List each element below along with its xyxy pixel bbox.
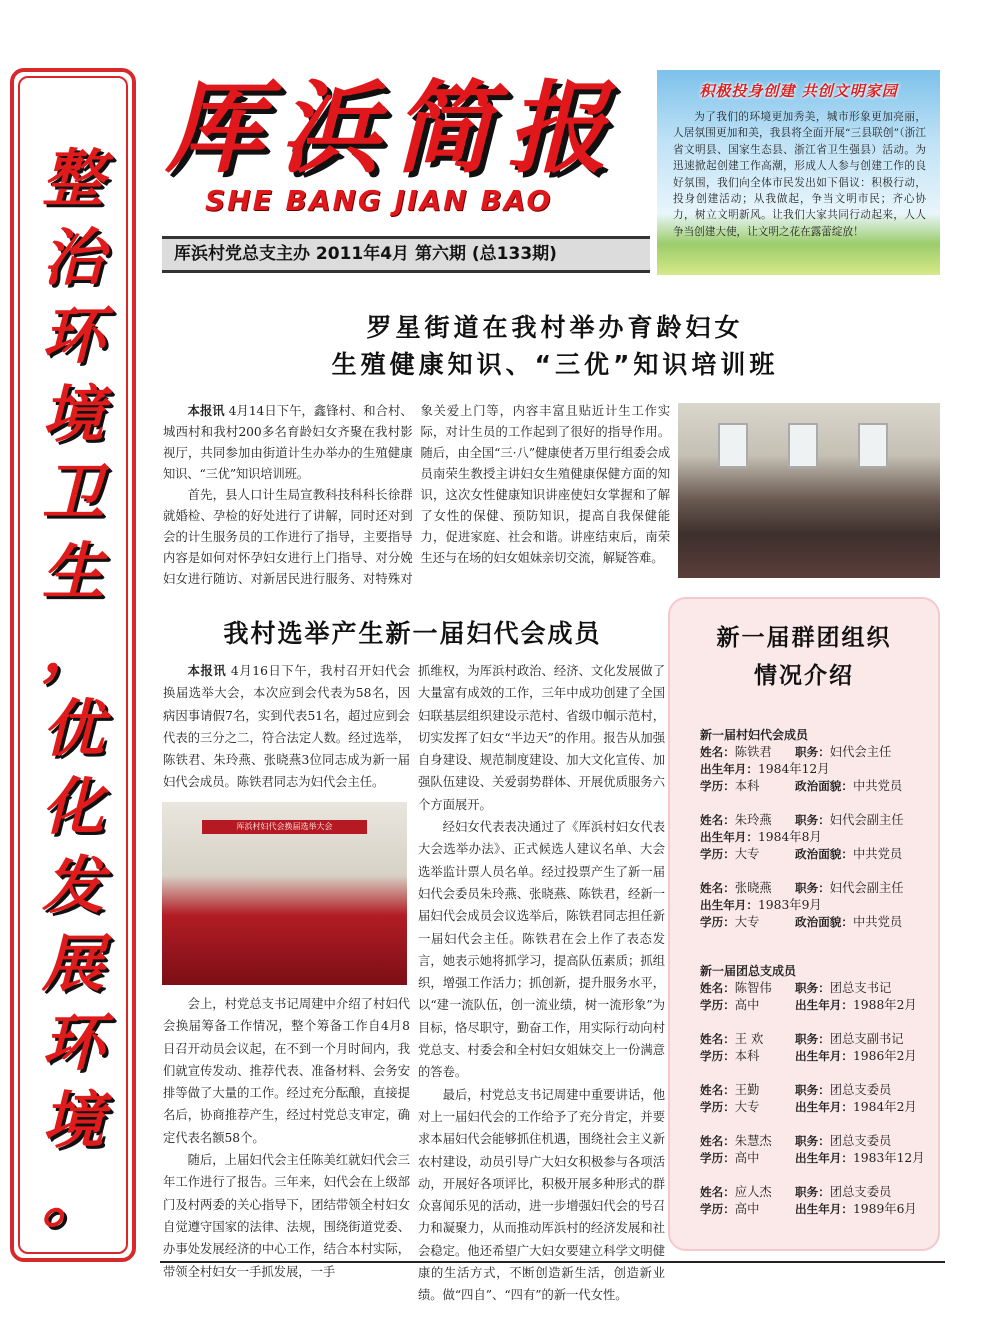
field-label: 出生年月：: [795, 1049, 853, 1063]
training-photo: [678, 403, 940, 578]
field-value: 中共党员: [852, 779, 903, 793]
field: [700, 981, 772, 995]
member-row: [700, 744, 935, 761]
field-value: 1983年12月: [852, 1151, 925, 1165]
member-row: [700, 914, 935, 931]
field-label: 出生年月：: [795, 1151, 853, 1165]
field-label: 学历：: [700, 1049, 735, 1063]
field: [795, 744, 891, 761]
field-label: 学历：: [700, 1100, 735, 1114]
photo-stage-banner: 厍浜村妇代会换届选举大会: [202, 820, 367, 834]
field-value: 团总支书记: [829, 981, 892, 995]
field-label: 学历：: [700, 915, 735, 929]
field-label: 学历：: [700, 1151, 735, 1165]
field-value: 团总支委员: [829, 1083, 892, 1097]
field-value: 陈智伟: [734, 981, 772, 995]
field: [700, 1083, 759, 1097]
slogan-char: 优: [41, 691, 104, 765]
member-row: [700, 880, 935, 897]
article2-p4: 经妇女代表表决通过了《厍浜村妇女代表大会选举办法》、正式候选人建议名单、大会选举监计票人员名单。经过投票产生了新一届妇代会委员朱玲燕、张晓燕、陈铁君，经新一届妇代会成员会议选举后，陈铁君同志担任新一届妇代会主任。陈铁君在会上作了表态发言，她表示她将抓学习，提高队伍素质；抓组织，增强工作活力；抓创新，提升服务水平，以“建一流队伍，创一流业绩，树一流形象”为目标，恪尽职守，勤奋工作，用实际行动向村党总支、村委会和全村妇女姐妹交上一份满意的答卷。: [418, 820, 665, 1080]
field-label: 姓名：: [700, 813, 735, 827]
field-label: 出生年月：: [700, 898, 758, 912]
article1-lead: 本报讯: [187, 404, 225, 418]
bottom-rule: [160, 1261, 945, 1263]
notice-box: [657, 70, 940, 275]
womens-federation-list: [700, 727, 935, 948]
member-row: [700, 1201, 935, 1218]
field-value: 1988年2月: [852, 998, 917, 1012]
field: [700, 1185, 772, 1199]
member-entry: [700, 1133, 935, 1167]
heading-line2: 情况介绍: [754, 663, 854, 689]
member-entry: [700, 880, 935, 931]
field-value: 本科: [734, 779, 760, 793]
field-label: 出生年月：: [700, 830, 758, 844]
youth-league-list: [700, 963, 935, 1235]
member-row: [700, 1031, 935, 1048]
field-label: 职务：: [795, 1134, 830, 1148]
field-label: 姓名：: [700, 1032, 735, 1046]
field-label: 学历：: [700, 1202, 735, 1216]
field-value: 大专: [734, 915, 760, 929]
field-label: 职务：: [795, 1083, 830, 1097]
field: [795, 1201, 917, 1218]
field-value: 高中: [734, 998, 760, 1012]
field: [795, 1048, 917, 1065]
article2-column2: [418, 660, 665, 1307]
field-label: 职务：: [795, 813, 830, 827]
member-row: [700, 778, 935, 795]
field: [795, 1031, 904, 1048]
slogan-char: 化: [41, 770, 104, 843]
field: [700, 1151, 759, 1165]
member-row: [700, 1048, 935, 1065]
article2-p1: [163, 660, 410, 794]
article2-lead: 本报讯: [187, 664, 227, 678]
field: [795, 980, 891, 997]
masthead-pinyin: SHE BANG JIAN BAO: [205, 184, 553, 217]
field-value: 高中: [734, 1151, 760, 1165]
article2-p5: 最后，村党总支书记周建中重要讲话，他对上一届妇代会的工作给予了充分肯定，并要求本届妇代会能够抓住机遇，围绕社会主义新农村建设，动员引导广大妇女积极参与各项活动，开展好各项评比，积极开展多种形式的群众喜闻乐见的活动，进一步增强妇代会的号召力和凝聚力，从而推动厍浜村的经济发展和社会稳定。他还希望广大妇女要建立科学文明健康的生活方式，不断创造新生活，创造新业绩。做“四自”、“四有”的新一代女性。: [418, 1087, 665, 1303]
member-entry: [700, 980, 935, 1014]
field: [795, 1099, 917, 1116]
field-label: 出生年月：: [795, 998, 853, 1012]
field: [700, 847, 759, 861]
field: [795, 1133, 891, 1150]
article1-headline-line1: 罗星街道在我村举办育龄妇女: [366, 313, 744, 342]
field-value: 朱玲燕: [734, 813, 772, 827]
member-row: [700, 897, 935, 914]
field-value: 妇代会副主任: [829, 881, 904, 895]
field: [795, 1184, 891, 1201]
group-title: 新一届团总支成员: [700, 964, 797, 978]
field-value: 高中: [734, 1202, 760, 1216]
field-label: 出生年月：: [700, 762, 758, 776]
article2-column1-bottom: [163, 993, 410, 1283]
slogan-char: 生: [41, 534, 104, 608]
field: [700, 898, 822, 912]
field-value: 应人杰: [734, 1185, 772, 1199]
member-entry: [700, 812, 935, 863]
field: [700, 1032, 763, 1046]
field: [795, 846, 902, 863]
field: [795, 914, 902, 931]
field: [700, 745, 772, 759]
field-label: 职务：: [795, 981, 830, 995]
slogan-char: 整: [41, 142, 104, 215]
notice-body: 为了我们的环境更加秀美，城市形象更加亮丽，人居氛围更加和美，我县将全面开展“三县联创”（浙江省文明县、国家生态县、浙江省卫生强县）活动。为迅速掀起创建工作高潮，形成人人参与创建工作的良好氛围，我们向全体市民发出如下倡议：积极行动，投身创建活动；从我做起，争当文明市民；齐心协力，树立文明新风。让我们大家共同行动起来，人人争当创建大使，让文明之花在露蕾绽放！: [673, 111, 926, 238]
member-entry: [700, 1184, 935, 1218]
field: [700, 998, 759, 1012]
slogan-char: 发: [41, 848, 104, 922]
field-value: 1986年2月: [852, 1049, 917, 1063]
field-value: 妇代会主任: [829, 745, 892, 759]
article1-body: [163, 401, 670, 590]
field-label: 姓名：: [700, 881, 735, 895]
field-value: 1984年12月: [757, 762, 830, 776]
member-row: [700, 1082, 935, 1099]
member-row: [700, 1099, 935, 1116]
field: [795, 1150, 925, 1167]
field-label: 职务：: [795, 881, 830, 895]
member-row: [700, 1184, 935, 1201]
field-value: 中共党员: [852, 847, 903, 861]
organization-info-heading: [670, 619, 938, 695]
field-value: 王 欢: [734, 1032, 764, 1046]
article2-p3b: 抓维权，为厍浜村政治、经济、文化发展做了大量富有成效的工作，三年中成功创建了全国妇联基层组织建设示范村、省级巾帼示范村，切实发挥了妇女“半边天”的作用。报告从加强自身建设、规范制度建设、加大文化宣传、加强队伍建设、关爱弱势群体、开展优质服务六个方面展开。: [418, 664, 665, 812]
article1-headline-line2: 生殖健康知识、“三优”知识培训班: [331, 350, 779, 379]
notice-title: 积极投身创建 共创文明家园: [699, 82, 898, 100]
slogan-banner: [10, 68, 136, 1262]
field-value: 大专: [734, 847, 760, 861]
field-value: 朱慧杰: [734, 1134, 772, 1148]
member-row: [700, 980, 935, 997]
field-value: 中共党员: [852, 915, 903, 929]
field-value: 大专: [734, 1100, 760, 1114]
member-row: [700, 1150, 935, 1167]
member-row: [700, 812, 935, 829]
field: [700, 1202, 759, 1216]
field-value: 1989年6月: [852, 1202, 917, 1216]
issue-info: 厍浜村党总支主办 2011年4月 第六期 (总133期): [162, 236, 650, 273]
member-row: [700, 846, 935, 863]
article2-p2: 会上，村党总支书记周建中介绍了村妇代会换届筹备工作情况，整个筹备工作自4月8日召开动员会议起，在不到一个月时间内，我们就宣传发动、推荐代表、准备材料、会务安排等做了大量的工作。经过充分酝酿，直接提名后，协商推荐产生，经过村党总支审定，确定代表名额58个。: [163, 997, 410, 1145]
slogan-char: 。: [41, 1162, 104, 1236]
member-row: [700, 829, 935, 846]
article2-headline: 我村选举产生新一届妇代会成员: [223, 619, 602, 648]
field-value: 团总支副书记: [829, 1032, 904, 1046]
field: [795, 1082, 891, 1099]
heading-line1: 新一届群团组织: [716, 625, 892, 651]
field-label: 姓名：: [700, 981, 735, 995]
field-label: 出生年月：: [795, 1100, 853, 1114]
field-label: 学历：: [700, 998, 735, 1012]
slogan-char: 境: [41, 377, 104, 451]
field-label: 出生年月：: [795, 1202, 853, 1216]
article1-p2: 首先，县人口计生局宣教科技科科长徐群就婚检、孕检的好处进行了讲解，同时还对到会的计生服务员的工作进行了指导，主要指导内容是如何对怀孕妇女进行上门指导、对分娩妇女进行随访、对新居民进行服务、对特殊对象关爱上门等，内容丰富且贴近计生工作实际，对计生员的工作起到了很好的指导作用。随后，由全国“三·八”健康使者万里行组委会成员南荣生教授主讲妇女生殖健康保健方面的知识，这次女性健康知识讲座使妇女掌握和了解了女性的保健、预防知识，提高自我保健能力，促进家庭、社会和谐。讲座结束后，南荣生还与在场的妇女姐妹亲切交流，解疑答难。: [163, 404, 670, 586]
field-value: 1984年8月: [757, 830, 822, 844]
slogan-char: 卫: [41, 456, 104, 529]
member-entry: [700, 1082, 935, 1116]
slogan-char: 环: [41, 299, 104, 372]
field-label: 职务：: [795, 1185, 830, 1199]
member-entry: [700, 744, 935, 795]
field-label: 职务：: [795, 1032, 830, 1046]
field-label: 职务：: [795, 745, 830, 759]
field: [700, 1049, 759, 1063]
masthead-title: 厍浜简报: [165, 69, 621, 187]
article1-p1: 4月14日下午，鑫锋村、和合村、城西村和我村200多名育龄妇女齐聚在我村影视厅，共同参加由街道计生办举办的生殖健康知识、“三优”知识培训班。: [163, 404, 413, 481]
field-label: 姓名：: [700, 1134, 735, 1148]
field-value: 张晓燕: [734, 881, 772, 895]
field: [700, 813, 772, 827]
field: [700, 915, 759, 929]
member-row: [700, 761, 935, 778]
slogan-char: 境: [41, 1084, 104, 1157]
field-value: 团总支委员: [829, 1134, 892, 1148]
field-label: 学历：: [700, 779, 735, 793]
member-row: [700, 1133, 935, 1150]
field: [700, 881, 772, 895]
member-entry: [700, 1031, 935, 1065]
field: [700, 779, 759, 793]
field-label: 姓名：: [700, 1083, 735, 1097]
field-value: 本科: [734, 1049, 760, 1063]
field: [700, 1100, 759, 1114]
slogan-char: 治: [41, 220, 104, 294]
field: [795, 880, 904, 897]
field: [795, 812, 904, 829]
field-value: 1984年2月: [852, 1100, 917, 1114]
member-row: [700, 997, 935, 1014]
field-label: 姓名：: [700, 1185, 735, 1199]
field-value: 团总支委员: [829, 1185, 892, 1199]
article2-p1-text: 4月16日下午，我村召开妇代会换届选举大会，本次应到会代表为58名，因病因事请假7名，实到代表51名，超过应到会代表的三分之二，符合法定人数。经过选举，陈铁君、朱玲燕、张晓燕3位同志成为新一届妇代会成员。陈铁君同志为妇代会主任。: [163, 664, 410, 790]
field-label: 政治面貌：: [795, 779, 853, 793]
article2-column1-top: [163, 660, 410, 794]
slogan-char: 环: [41, 1005, 104, 1079]
field-value: 妇代会副主任: [829, 813, 904, 827]
field: [700, 762, 830, 776]
field-label: 学历：: [700, 847, 735, 861]
election-meeting-photo: [162, 802, 407, 985]
field-value: 陈铁君: [734, 745, 772, 759]
field-value: 1983年9月: [757, 898, 822, 912]
article1-paragraph: [163, 401, 413, 485]
field-label: 政治面貌：: [795, 915, 853, 929]
field: [700, 830, 822, 844]
field: [700, 1134, 772, 1148]
field-value: 王勤: [734, 1083, 760, 1097]
field-label: 姓名：: [700, 745, 735, 759]
field: [795, 997, 917, 1014]
field: [795, 778, 902, 795]
slogan-char: 展: [41, 927, 104, 1000]
slogan-banner-inner: [18, 76, 128, 1254]
group-title: 新一届村妇代会成员: [700, 728, 809, 742]
field-label: 政治面貌：: [795, 847, 853, 861]
article2-p3a: 随后，上届妇代会主任陈美红就妇代会三年工作进行了报告。三年来，妇代会在上级部门及村两委的关心指导下，团结带领全村妇女自觉遵守国家的法律、法规，围绕街道党委、办事处发展经济的中心工作，结合本村实际，带领全村妇女一手抓发展，一手: [163, 1153, 410, 1279]
slogan-char: ，: [41, 613, 104, 686]
